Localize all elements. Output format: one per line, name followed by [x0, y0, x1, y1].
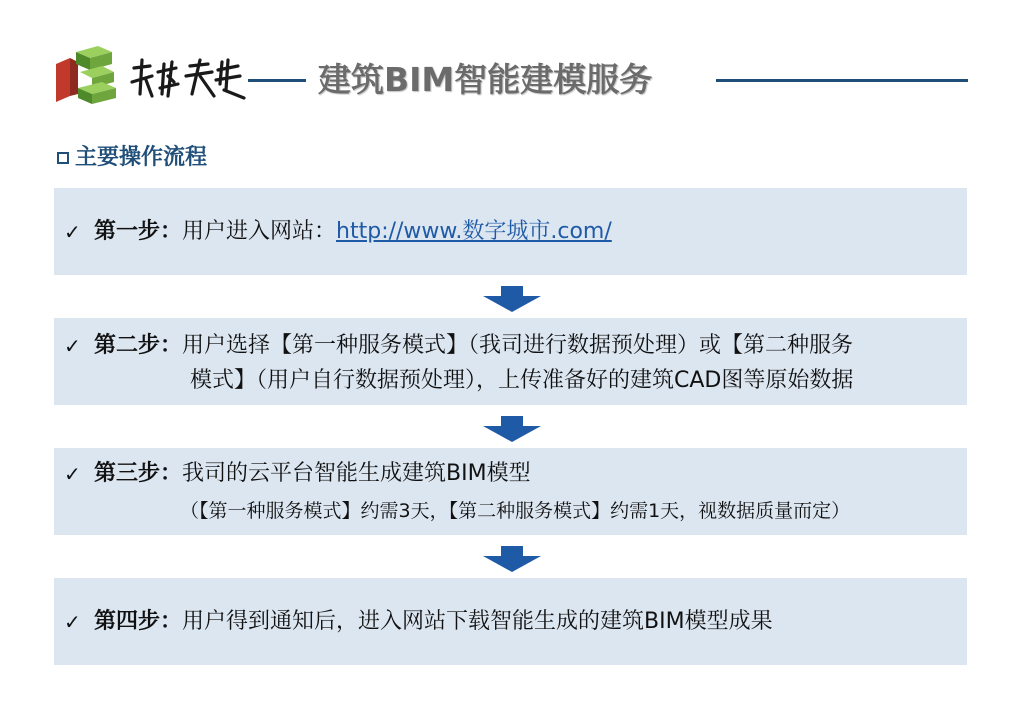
- checkmark-icon: ✓: [64, 334, 81, 358]
- checkmark-icon: ✓: [64, 220, 81, 244]
- step-3-text-1: 我司的云平台智能生成建筑BIM模型: [182, 461, 531, 486]
- step-2-line-1: [94, 331, 853, 361]
- square-bullet-icon: [57, 152, 69, 164]
- company-logo: [52, 44, 122, 108]
- step-1-label: 第一步：: [94, 219, 183, 244]
- step-2-label: 第二步：: [94, 333, 183, 358]
- step-2-line-2: 模式】（用户自行数据预处理），上传准备好的建筑CAD图等原始数据: [190, 368, 854, 393]
- section-heading-text: 主要操作流程: [75, 145, 208, 170]
- brand-calligraphy: [128, 54, 248, 104]
- step-box-2: [54, 318, 967, 405]
- step-4-label: 第四步：: [94, 609, 183, 634]
- step-1-text: 用户进入网站：: [182, 219, 337, 244]
- checkmark-icon: ✓: [64, 610, 81, 634]
- step-box-3: [54, 448, 967, 535]
- down-arrow-icon: [483, 286, 541, 312]
- step-4-text: 用户得到通知后，进入网站下载智能生成的建筑BIM模型成果: [182, 609, 773, 634]
- step-box-1: [54, 188, 967, 275]
- title-rule-left: [248, 79, 306, 82]
- section-heading: [57, 143, 207, 173]
- step-3-label: 第三步：: [94, 461, 183, 486]
- website-link[interactable]: http://www.数字城市.com/: [336, 219, 612, 244]
- down-arrow-icon: [483, 416, 541, 442]
- page-title: 建筑BIM智能建模服务: [318, 60, 653, 99]
- step-3-line-2: （【第一种服务模式】约需3天，【第二种服务模式】约需1天，视数据质量而定）: [180, 500, 851, 522]
- step-3-line-1: [94, 459, 531, 489]
- step-box-4: [54, 578, 967, 665]
- step-4-line: [94, 607, 773, 637]
- title-rule-right: [716, 79, 968, 82]
- step-1-line: [94, 217, 612, 247]
- step-2-text-1: 用户选择【第一种服务模式】（我司进行数据预处理）或【第二种服务: [182, 333, 854, 358]
- checkmark-icon: ✓: [64, 462, 81, 486]
- down-arrow-icon: [483, 546, 541, 572]
